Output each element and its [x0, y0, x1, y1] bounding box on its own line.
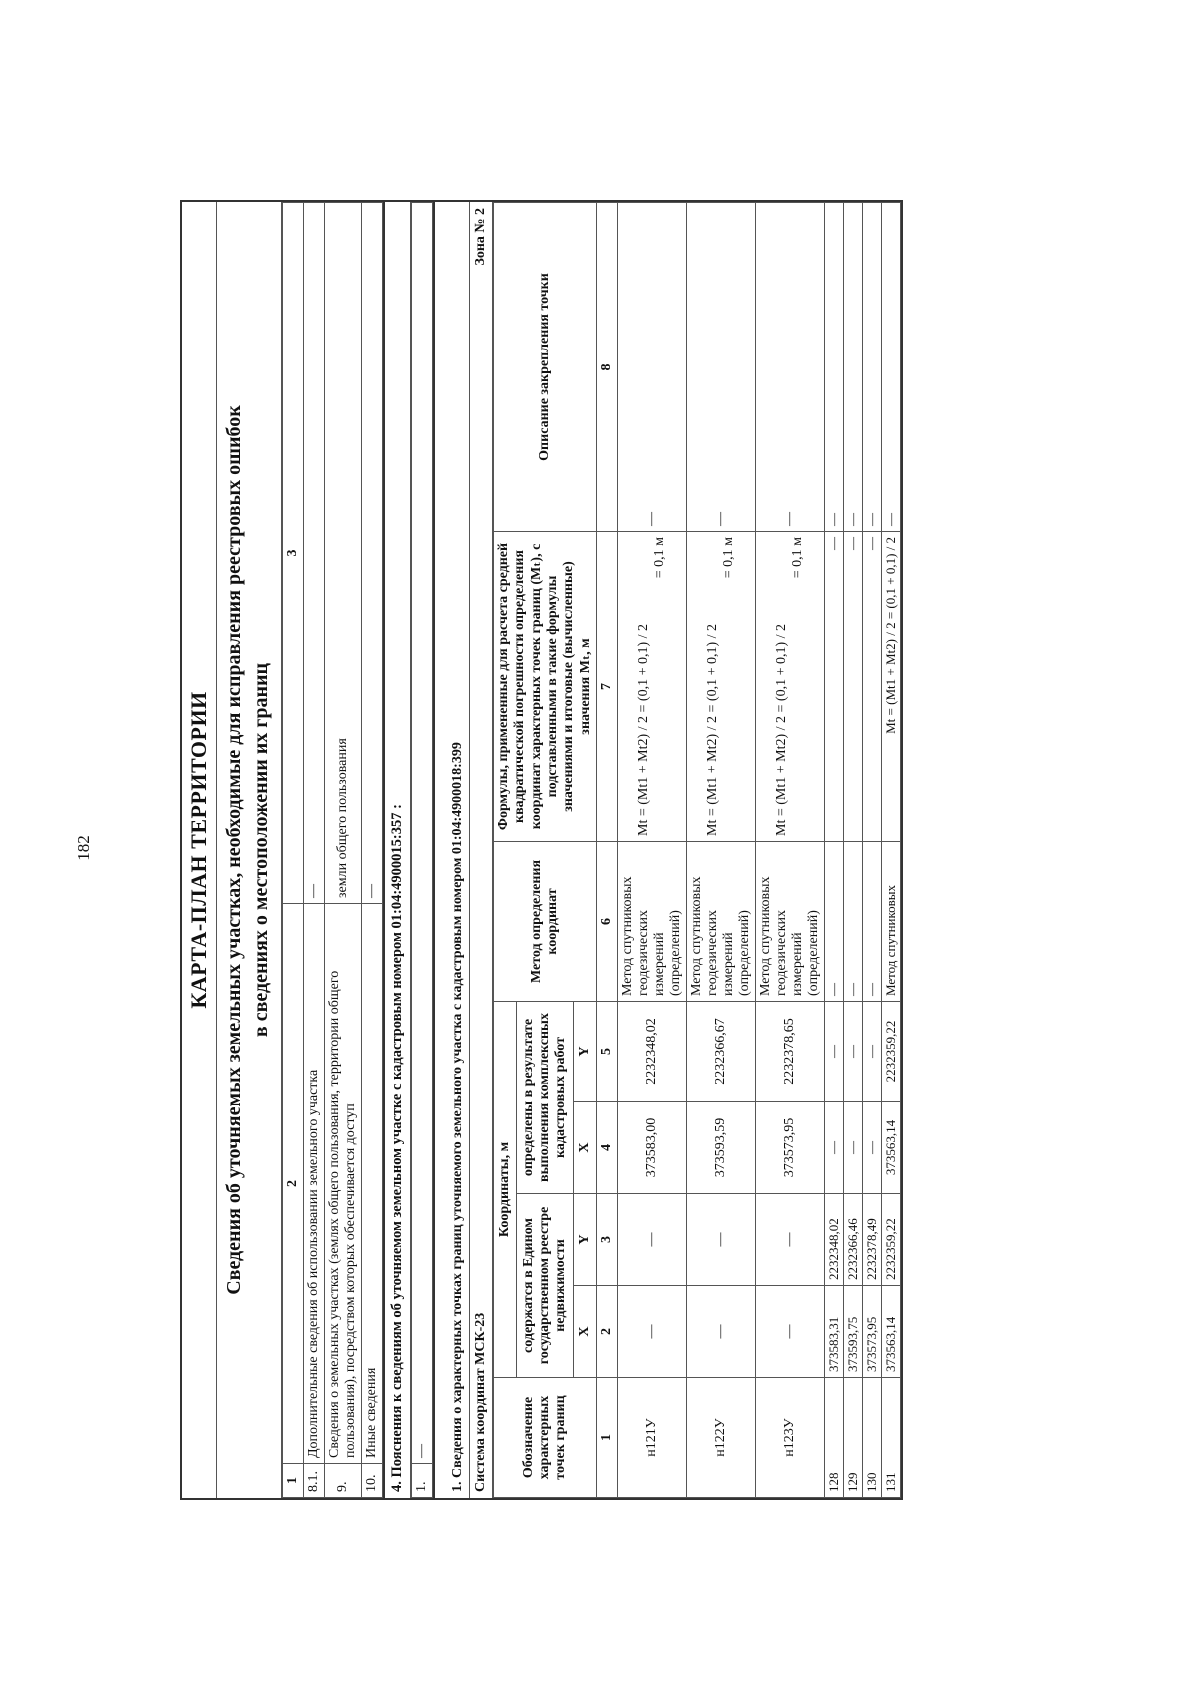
info-row-value: — — [304, 203, 325, 904]
formula: — — [844, 531, 863, 841]
description: — — [863, 203, 882, 532]
document-subtitle — [217, 202, 282, 1498]
point-id: н122У — [687, 1378, 756, 1498]
x-determined: — — [844, 1102, 863, 1194]
col-num: 1 — [597, 1378, 618, 1498]
zone-label: Зона № 2 — [473, 208, 488, 266]
subtitle-line-2: в сведениях о местоположении их границ — [250, 662, 272, 1038]
x-egrn: — — [756, 1286, 825, 1378]
formula-result: = 0,1 м — [790, 536, 805, 579]
info-table — [282, 202, 383, 1498]
method: Метод спутниковых — [882, 841, 901, 1001]
document-sheet — [180, 200, 903, 1500]
x-determined: 373583,00 — [618, 1102, 687, 1194]
y-egrn: 2232366,46 — [844, 1194, 863, 1286]
description: — — [756, 203, 825, 532]
y-egrn: — — [687, 1194, 756, 1286]
header-egrn: содержатся в Едином государственном реестре недвижимости — [516, 1194, 573, 1378]
header-y-egrn: Y — [574, 1194, 597, 1286]
y-egrn: — — [618, 1194, 687, 1286]
header-y-determined: Y — [574, 1001, 597, 1101]
header-point-id: Обозначение характерных точек границ — [494, 1378, 597, 1498]
x-egrn: 373583,31 — [825, 1286, 844, 1378]
col-num: 7 — [597, 531, 618, 841]
description: — — [825, 203, 844, 532]
col-num: 6 — [597, 841, 618, 1001]
subtitle-line-1: Сведения об уточняемых земельных участках, необходимые для исправления реестровых ошибок — [223, 405, 245, 1295]
section-4-num: 1. — [412, 1464, 433, 1498]
table-row — [863, 203, 882, 1498]
info-row-value: — — [362, 203, 383, 904]
table-row — [756, 203, 825, 1498]
formula — [618, 531, 687, 841]
section-4-value: — — [412, 203, 433, 1464]
formula: — — [825, 531, 844, 841]
section-4-title: 4. Пояснения к сведениям об уточняемом земельном участке с кадастровым номером 01:04:4900015:357 : — [383, 202, 411, 1498]
x-determined: — — [863, 1102, 882, 1194]
info-row-name: Сведения о земельных участках (землях общего пользования, территории общего пользования), посредством которых обеспечивается доступ — [325, 904, 362, 1464]
coord-system: Система координат МСК-23 — [473, 1312, 488, 1492]
formula: Mt = (Mt1 + Mt2) / 2 = (0,1 + 0,1) / 2 — [882, 531, 901, 841]
info-header-3: 3 — [283, 203, 304, 904]
x-determined: 373573,95 — [756, 1102, 825, 1194]
x-egrn: 373593,75 — [844, 1286, 863, 1378]
page-number: 182 — [74, 835, 93, 861]
y-determined: — — [825, 1001, 844, 1101]
y-determined: 2232359,22 — [882, 1001, 901, 1101]
y-egrn: — — [756, 1194, 825, 1286]
point-id: 130 — [863, 1378, 882, 1498]
point-id: 128 — [825, 1378, 844, 1498]
formula — [687, 531, 756, 841]
info-header-1: 1 — [283, 1464, 304, 1498]
y-egrn: 2232359,22 — [882, 1194, 901, 1286]
header-coords: Координаты, м — [494, 1001, 517, 1377]
point-id: н123У — [756, 1378, 825, 1498]
method: — — [825, 841, 844, 1001]
formula-result: = 0,1 м — [652, 536, 667, 579]
header-method: Метод определения координат — [494, 841, 597, 1001]
header-description: Описание закрепления точки — [494, 203, 597, 532]
description: — — [618, 203, 687, 532]
y-determined: — — [863, 1001, 882, 1101]
coord-system-row — [470, 202, 493, 1498]
table-row — [825, 203, 844, 1498]
col-num: 4 — [597, 1102, 618, 1194]
x-determined: 373563,14 — [882, 1102, 901, 1194]
info-header-2: 2 — [283, 904, 304, 1464]
x-determined: 373593,59 — [687, 1102, 756, 1194]
section-4-table — [411, 202, 433, 1498]
info-row-value: земли общего пользования — [325, 203, 362, 904]
method: Метод спутниковых геодезических измерений (определений) — [756, 841, 825, 1001]
info-row-num: 10. — [362, 1464, 383, 1498]
formula: — — [863, 531, 882, 841]
col-num: 3 — [597, 1194, 618, 1286]
table-row — [618, 203, 687, 1498]
formula-text: Mt = (Mt1 + Mt2) / 2 = (0,1 + 0,1) / 2 — [774, 623, 789, 836]
formula-text: Mt = (Mt1 + Mt2) / 2 = (0,1 + 0,1) / 2 — [705, 623, 720, 836]
col-num: 8 — [597, 203, 618, 532]
col-num: 2 — [597, 1286, 618, 1378]
document-title: КАРТА-ПЛАН ТЕРРИТОРИИ — [182, 202, 217, 1498]
points-table — [493, 202, 901, 1498]
x-egrn: — — [687, 1286, 756, 1378]
method: Метод спутниковых геодезических измерений (определений) — [618, 841, 687, 1001]
method: Метод спутниковых геодезических измерений (определений) — [687, 841, 756, 1001]
info-row-num: 9. — [325, 1464, 362, 1498]
table-row — [844, 203, 863, 1498]
table-row — [882, 203, 901, 1498]
section-1-title: 1. Сведения о характерных точках границ уточняемого земельного участка с кадастровым номером 01:04:4900018:399 — [447, 202, 470, 1498]
header-formula: Формулы, примененные для расчета средней квадратической погрешности определения координат характерных точек границ (Mₜ), с подставленными в такие формулы значениями и итоговые (вычисленные) значения Mₜ, м — [494, 531, 597, 841]
point-id: 129 — [844, 1378, 863, 1498]
x-egrn: 373573,95 — [863, 1286, 882, 1378]
y-egrn: 2232348,02 — [825, 1194, 844, 1286]
point-id: 131 — [882, 1378, 901, 1498]
y-egrn: 2232378,49 — [863, 1194, 882, 1286]
x-determined: — — [825, 1102, 844, 1194]
y-determined: 2232378,65 — [756, 1001, 825, 1101]
formula-text: Mt = (Mt1 + Mt2) / 2 = (0,1 + 0,1) / 2 — [636, 623, 651, 836]
formula-result: = 0,1 м — [721, 536, 736, 579]
method: — — [863, 841, 882, 1001]
description: — — [687, 203, 756, 532]
info-row — [304, 203, 325, 1498]
method: — — [844, 841, 863, 1001]
header-x-egrn: X — [574, 1286, 597, 1378]
header-x-determined: X — [574, 1102, 597, 1194]
y-determined: 2232348,02 — [618, 1001, 687, 1101]
x-egrn: — — [618, 1286, 687, 1378]
info-row — [325, 203, 362, 1498]
info-row — [362, 203, 383, 1498]
col-num: 5 — [597, 1001, 618, 1101]
formula — [756, 531, 825, 841]
info-row-num: 8.1. — [304, 1464, 325, 1498]
description: — — [882, 203, 901, 532]
x-egrn: 373563,14 — [882, 1286, 901, 1378]
info-row-name: Иные сведения — [362, 904, 383, 1464]
y-determined: 2232366,67 — [687, 1001, 756, 1101]
y-determined: — — [844, 1001, 863, 1101]
section-divider — [433, 202, 447, 1498]
point-id: н121У — [618, 1378, 687, 1498]
rotated-document — [180, 200, 1040, 1500]
header-determined: определены в результате выполнения комплексных кадастровых работ — [516, 1001, 573, 1193]
description: — — [844, 203, 863, 532]
info-row-name: Дополнительные сведения об использовании земельного участка — [304, 904, 325, 1464]
table-row — [687, 203, 756, 1498]
